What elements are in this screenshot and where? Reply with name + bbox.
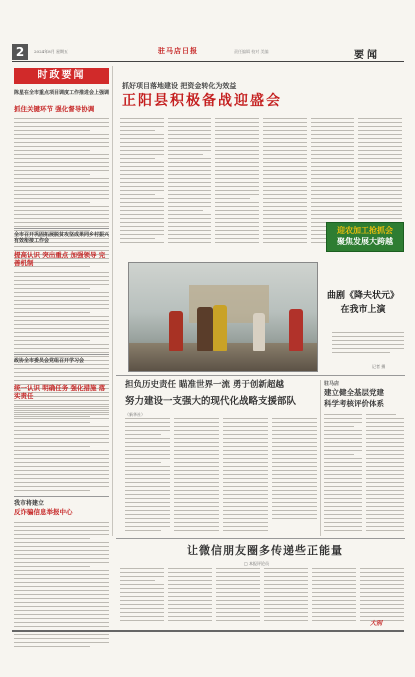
- performer-figure: [213, 305, 227, 351]
- photo-story-subtitle: 在我市上演: [340, 305, 386, 315]
- bottom-body: [120, 568, 404, 624]
- left-story-body: [14, 406, 109, 494]
- side-story-subtitle: 科学考核评价体系: [324, 399, 384, 408]
- photo-credit: 记者 摄: [372, 364, 386, 369]
- stage-photo: [128, 262, 318, 372]
- photo-story-title: 曲剧《降夫状元》: [326, 291, 399, 301]
- footer-logo: 大别: [370, 620, 383, 627]
- performer-figure: [253, 313, 265, 351]
- ad-line-2: 聚焦发展大跨越: [337, 237, 393, 246]
- divider: [116, 538, 405, 539]
- left-story-title: 陈星在全市重点项目调度工作推进会上强调: [14, 90, 110, 96]
- lead-kicker: 抓好项目落地建设 把资金转化为效益: [122, 82, 237, 90]
- paper-name: 驻马店日报: [158, 47, 198, 55]
- left-story-subtitle: 反诈骗信息举报中心: [14, 508, 73, 516]
- divider: [14, 228, 109, 229]
- side-story-title: 建立健全基层党建: [324, 388, 384, 397]
- ad-line-1: 迎农加工抢抓会: [337, 226, 393, 235]
- lead-title: 正阳县积极备战迎盛会: [122, 93, 282, 109]
- left-story-subtitle: 提高认识 突出重点 加强领导 完善机制: [14, 251, 106, 267]
- left-story-subtitle: 统一认识 明确任务 强化措施 落实责任: [14, 384, 106, 400]
- masthead: [12, 44, 404, 64]
- column-banner: 时政要闻: [14, 68, 109, 84]
- divider: [14, 354, 109, 355]
- column-divider: [112, 66, 113, 536]
- section-title: 要闻: [354, 50, 380, 61]
- left-story-subtitle: 抓住关键环节 强化督导协调: [14, 105, 95, 113]
- divider: [14, 496, 109, 497]
- middle-dateline: （新华社）: [125, 412, 145, 417]
- side-story-kicker: 驻马店: [324, 381, 340, 387]
- left-column: [12, 66, 111, 656]
- editor-line: 责任编辑 校对 美编: [234, 49, 269, 54]
- bottom-byline: □ 本报评论员: [244, 561, 270, 566]
- middle-body: [125, 418, 317, 536]
- left-story-title: 我市将建立: [14, 500, 45, 507]
- column-divider: [320, 380, 321, 536]
- side-body: [324, 414, 404, 536]
- left-story-title: 全市召开巩固拓展脱贫攻坚成果同乡村振兴有效衔接工作会: [14, 232, 110, 244]
- performer-figure: [169, 311, 183, 351]
- bottom-story-title: 让微信朋友圈多传递些正能量: [187, 544, 343, 557]
- ad-banner: [326, 222, 404, 252]
- footer-rule: [12, 630, 404, 632]
- performer-figure: [289, 309, 303, 351]
- date-line: 2024年8月 星期五: [34, 49, 68, 54]
- divider: [116, 375, 405, 376]
- performer-figure: [197, 307, 213, 351]
- middle-story-title: 担负历史责任 瞄准世界一流 勇于创新超越: [125, 380, 284, 390]
- masthead-rule: [12, 61, 404, 62]
- middle-story-title: 努力建设一支强大的现代化战略支援部队: [125, 396, 297, 407]
- left-story-title: 政协全市委员会党组召开学习会: [14, 358, 85, 364]
- page-number: 2: [12, 44, 28, 60]
- photo-caption: [332, 332, 404, 360]
